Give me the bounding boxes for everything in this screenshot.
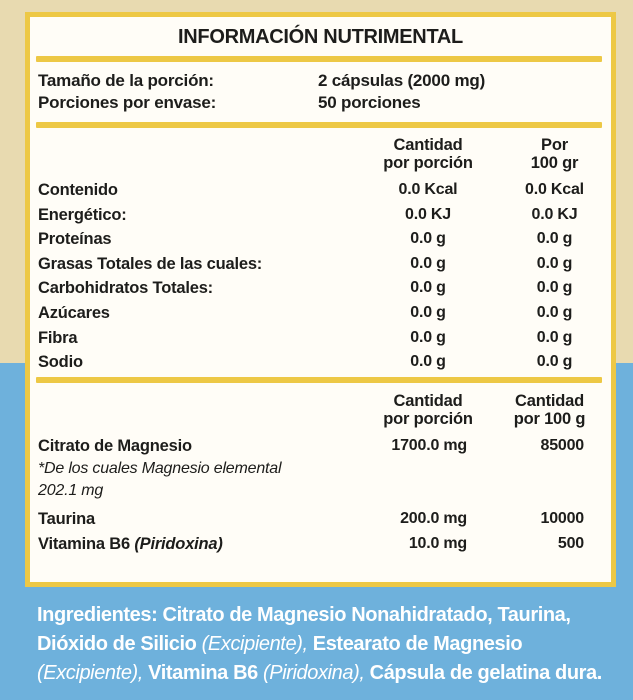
header-line: Cantidad xyxy=(393,136,463,154)
elemental-magnesium-footnote xyxy=(38,458,603,501)
ingredients-line: Dióxido de Silicio (Excipiente), Estearato de Magnesio xyxy=(37,633,523,655)
spacer xyxy=(38,136,372,172)
header-line: por 100 g xyxy=(513,409,586,428)
serving-info xyxy=(30,62,611,122)
header-line: Cantidad xyxy=(393,391,463,410)
row-value-per-100: 0.0 g xyxy=(536,353,573,371)
row-value-per-serving: 1700.0 mg xyxy=(391,436,467,454)
column-header-per-100g xyxy=(484,392,603,428)
panel-title: INFORMACIÓN NUTRIMENTAL xyxy=(178,26,463,48)
column-header-per-100g xyxy=(484,136,603,172)
ingredients-text xyxy=(37,601,627,688)
row-value-per-serving: 0.0 g xyxy=(410,353,446,371)
row-label: Energético: xyxy=(38,205,127,224)
actives-table xyxy=(30,383,611,557)
row-label: Azúcares xyxy=(38,303,110,322)
row-value-per-100: 0.0 g xyxy=(536,254,573,272)
row-value-per-100: 0.0 g xyxy=(536,230,573,248)
row-label: Grasas Totales de las cuales: xyxy=(38,254,263,273)
row-value-per-100: 500 xyxy=(557,534,584,552)
nutrition-facts-panel xyxy=(25,12,616,587)
column-header-per-serving xyxy=(372,136,484,172)
row-label xyxy=(38,532,372,557)
row-label: Proteínas xyxy=(38,230,112,249)
serving-size-label: Tamaño de la porción: xyxy=(38,71,214,90)
row-value-per-100: 0.0 Kcal xyxy=(525,181,584,198)
footnote-line: *De los cuales Magnesio elemental xyxy=(38,460,282,478)
row-value-per-100: 85000 xyxy=(540,436,584,454)
serving-size-value: 2 cápsulas (2000 mg) xyxy=(318,71,486,90)
row-value-per-100: 0.0 g xyxy=(536,279,573,297)
row-label: Fibra xyxy=(38,328,78,347)
header-line: Cantidad xyxy=(515,391,584,410)
row-value-per-serving: 0.0 g xyxy=(410,328,446,346)
ingredients-line: (Excipiente), Vitamina B6 (Piridoxina), Cápsula de gelatina dura. xyxy=(37,662,602,684)
header-line: Por xyxy=(541,136,568,154)
row-value-per-serving: 10.0 mg xyxy=(408,534,467,552)
row-value-per-serving: 0.0 g xyxy=(410,303,446,321)
row-value-per-serving: 0.0 g xyxy=(410,230,446,248)
header-line: 100 gr xyxy=(530,154,579,172)
row-label: Taurina xyxy=(38,510,95,529)
row-label: Sodio xyxy=(38,353,83,372)
servings-per-container-label: Porciones por envase: xyxy=(38,93,217,112)
row-label: Contenido xyxy=(38,181,118,199)
row-value-per-100: 0.0 g xyxy=(536,328,573,346)
column-header-per-serving xyxy=(372,392,484,428)
row-value-per-serving: 0.0 KJ xyxy=(405,205,451,223)
row-value-per-serving: 0.0 Kcal xyxy=(398,181,458,198)
header-line: por porción xyxy=(383,154,473,172)
row-value-per-100: 0.0 KJ xyxy=(531,205,578,223)
nutrients-table xyxy=(30,128,611,375)
row-value-per-100: 10000 xyxy=(540,510,584,528)
spacer xyxy=(38,392,372,428)
row-value-per-serving: 200.0 mg xyxy=(400,510,467,528)
row-value-per-serving: 0.0 g xyxy=(410,279,446,297)
header-line: por porción xyxy=(383,409,473,428)
row-label: Citrato de Magnesio xyxy=(38,436,192,455)
row-label-text: Vitamina B6 xyxy=(38,534,135,553)
ingredients-line: Ingredientes: Citrato de Magnesio Nonahidratado, Taurina, xyxy=(37,604,571,626)
row-value-per-100: 0.0 g xyxy=(536,303,573,321)
row-value-per-serving: 0.0 g xyxy=(410,254,446,272)
servings-per-container-value: 50 porciones xyxy=(318,93,421,112)
footnote-line: 202.1 mg xyxy=(38,481,104,499)
row-label: Carbohidratos Totales: xyxy=(38,279,213,298)
row-label-italic-text: (Piridoxina) xyxy=(134,534,223,553)
